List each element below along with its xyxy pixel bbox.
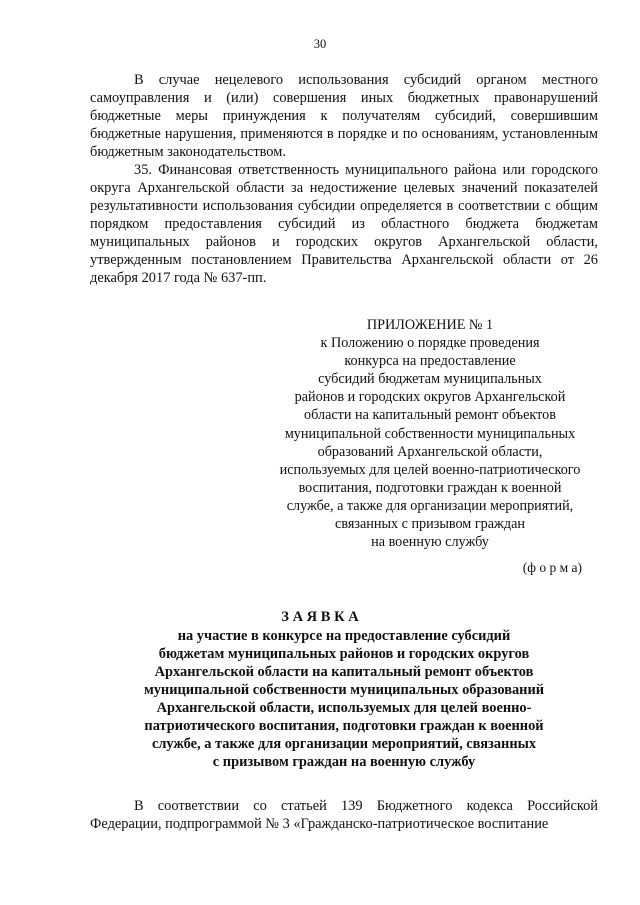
top-paragraphs [90, 71, 598, 287]
appendix-line: субсидий бюджетам муниципальных [318, 371, 542, 388]
paragraph-misuse-of-subsidies: В случае нецелевого использования субсидий органом местного самоуправления и (или) совершения иных бюджетных правонарушений бюджетные меры принуждения к получателям субсидий, совершившим бюджетные нарушения, применяются в порядке и по основаниям, установленным бюджетным законодательством. [90, 72, 598, 160]
appendix-line: службе, а также для организации мероприятий, [286, 497, 574, 514]
application-title: З А Я В К А [281, 609, 359, 625]
paragraph-35-financial-responsibility: 35. Финансовая ответственность муниципального района или городского округа Архангельской области за недостижение целевых значений показателей результативности использования субсидии определяется в соответствии с общим порядком предоставления субсидий из областного бюджета бюджетам муниципальных районов и городских округов Архангельской области, утвержденным постановлением Правительства Архангельской области от 26 декабря 2017 года № 637-пп. [90, 162, 598, 286]
application-subtitle [90, 627, 598, 771]
page-number: 30 [313, 37, 327, 51]
application-subtitle-line: муниципальной собственности муниципальных образований [143, 682, 545, 698]
appendix-heading [262, 316, 598, 551]
appendix-line: муниципальной собственности муниципальных [284, 425, 576, 442]
appendix-line: конкурса на предоставление [344, 353, 516, 370]
application-subtitle-line: Архангельской области на капитальный ремонт объектов [154, 664, 534, 680]
appendix-line: образований Архангельской области, [317, 443, 543, 460]
appendix-line: воспитания, подготовки граждан к военной [298, 479, 562, 496]
application-subtitle-line: с призывом граждан на военную службу [212, 754, 476, 770]
appendix-line: области на капитальный ремонт объектов [304, 407, 556, 424]
appendix-line: используемых для целей военно-патриотического [279, 461, 581, 478]
appendix-title: ПРИЛОЖЕНИЕ № 1 [366, 317, 494, 333]
appendix-line: к Положению о порядке проведения [320, 335, 540, 352]
application-subtitle-line: службе, а также для организации мероприятий, связанных [151, 736, 537, 752]
appendix-line: связанных с призывом граждан [335, 516, 525, 533]
paragraph-budget-code-reference: В соответствии со статьей 139 Бюджетного кодекса Российской Федерации, подпрограммой № 3 «Гражданско-патриотическое воспитание [90, 798, 598, 832]
bottom-paragraph-block [90, 797, 598, 833]
application-subtitle-line: Архангельской области, используемых для целей военно- [156, 700, 532, 716]
appendix-line: на военную службу [371, 534, 489, 551]
appendix-line: районов и городских округов Архангельской [294, 389, 566, 406]
application-subtitle-line: бюджетам муниципальных районов и городских округов [158, 646, 530, 662]
form-note: (ф о р м а) [522, 560, 582, 575]
application-subtitle-line: на участие в конкурсе на предоставление субсидий [177, 628, 511, 644]
application-subtitle-line: патриотического воспитания, подготовки граждан к военной [144, 718, 544, 734]
